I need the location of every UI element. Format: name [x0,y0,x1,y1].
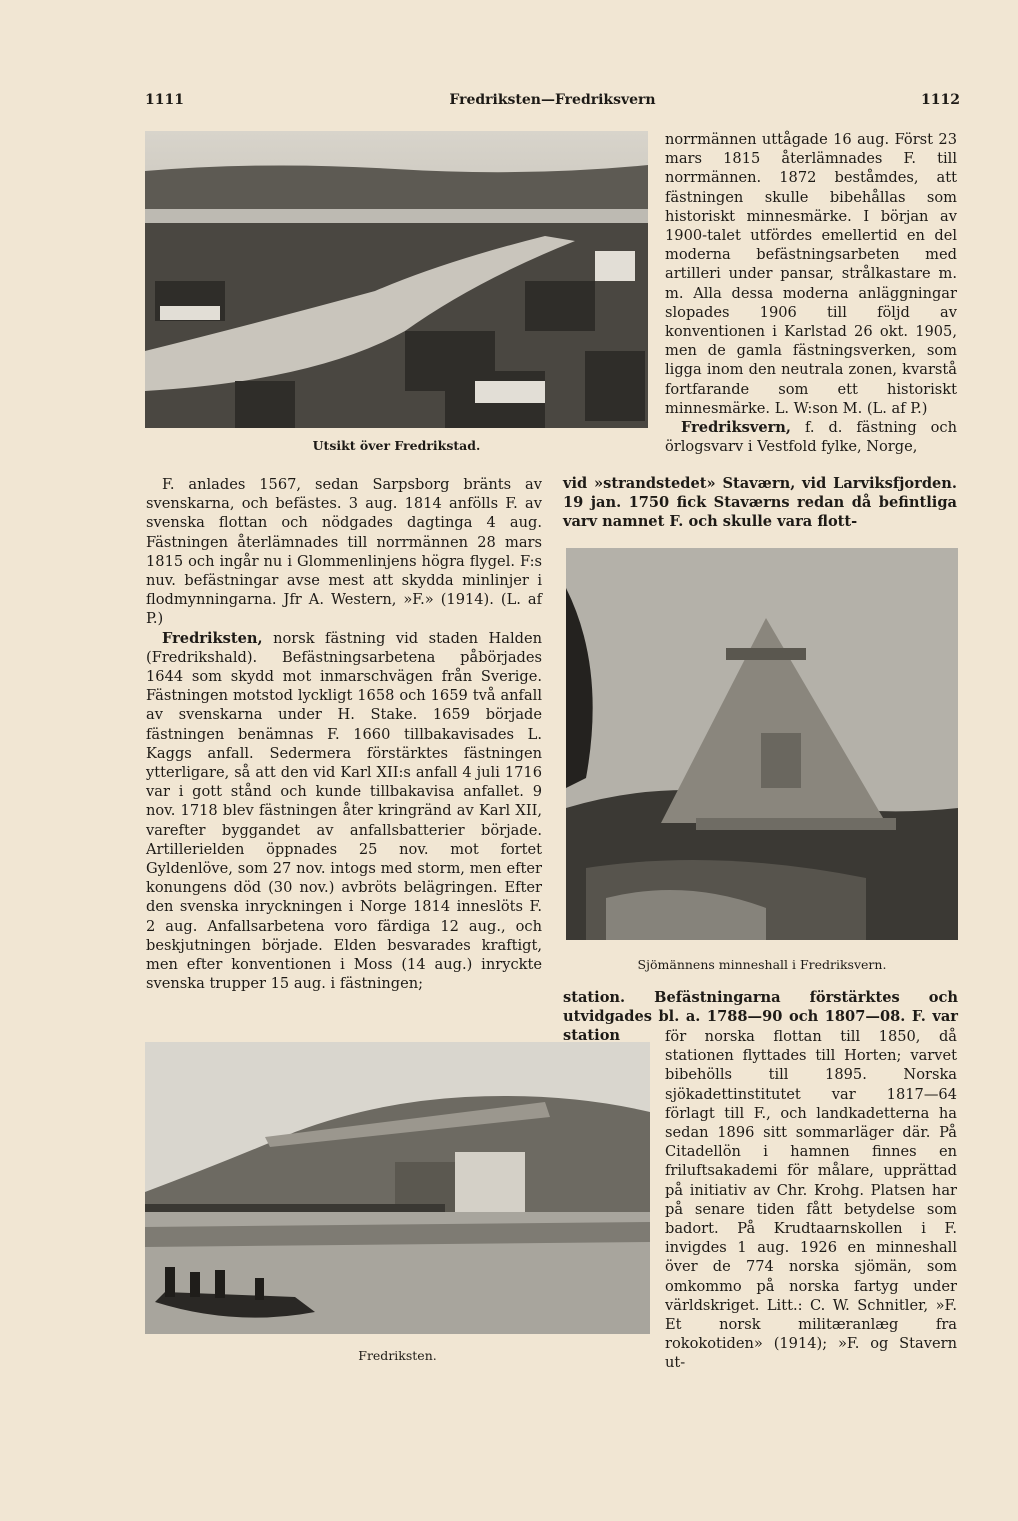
minneshall-caption: Sjömännens minneshall i Fredriksvern. [637,957,887,972]
fredriksten-headword: Fredriksten, [162,629,263,647]
running-title: Fredriksten—Fredriksvern [449,92,656,108]
left-column-top [146,475,542,993]
minneshall-photo [566,548,958,940]
right-column-top [665,130,957,456]
page-number-left: 1111 [145,92,184,108]
fredriksten-photo [145,1042,650,1334]
running-header [145,92,960,114]
fredriksten-caption: Fredriksten. [358,1348,437,1363]
fredrikstad-paragraph: F. anlades 1567, sedan Sarpsborg bränts av svenskarna, och befästes. 3 aug. 1814 anfölls F. av svenska flottan och nödgades dagtinga 4 aug. Fästningen återlämnades till norrmännen 28 mars 1815 och ingår nu i Glommenlinjens högra flygel. F:s nuv. befästningar avse mest att skydda minlinjer i flodmynningarna. Jfr A. Western, »F.» (1914). (L. af P.) [146,476,542,628]
fredriksvern-entry-start [665,418,957,456]
fredriksten-body: norsk fästning vid staden Halden (Fredrikshald). Befästningsarbetena påbörjades 1644 som skydd mot inmarschvägen från Sverige. Fästningen motstod lyckligt 1658 och 1659 två anfall av svenskarna under H. Stake. 1659 började fästningen benämnas F. 1660 tillbakavisades L. Kaggs anfall. Sedermera förstärktes fästningen ytterligare, så att den vid Karl XII:s anfall 4 juli 1716 var i gott stånd och kunde tillbakavisa anfallet. 9 nov. 1718 blev fästningen åter kringränd av Karl XII, varefter byggandet av anfallsbatterier började. Artillerielden öppnades 25 nov. mot fortet Gyldenlöve, som 27 nov. intogs med storm, men efter konungens död (30 nov.) avbröts belägringen. Efter den svenska inryckningen i Norge 1814 inneslöts F. 2 aug. Anfallsarbetena voro färdiga 12 aug., och beskjutningen började. Elden besvarades kraftigt, men efter konventionen i Moss (14 aug.) inryckte svenska trupper 15 aug. i fästningen; [146,629,542,993]
fredriksvern-body-a: f. d. fästning och örlogsvarv i Vestfold fylke, Norge, [665,419,957,456]
right-column-bottom [665,1027,957,1373]
page-number-right: 1112 [921,92,960,108]
fredriksvern-wide-text [563,474,957,532]
fredrikstad-caption: Utsikt över Fredrikstad. [312,438,481,453]
fredriksten-continuation: norrmännen uttågade 16 aug. Först 23 mars 1815 återlämnades F. till norrmännen. 1872 beståmdes, att fästningen skulle bibehållas som historiskt minnesmärke. I början av 1900-talet utfördes emellertid en del moderna befästningsarbeten med artilleri under pansar, strålkastare m. m. Alla dessa moderna anläggningar slopades 1906 till följd av konventionen i Karlstad 26 okt. 1905, men de gamla fästningsverken, som ligga inom den neutrala zonen, kvarstå fortfarande som ett historiskt minnesmärke. L. W:son M. (L. af P.) [665,131,957,417]
fredrikstad-photo [145,131,648,428]
fredriksvern-continuation: för norska flottan till 1850, då stationen flyttades till Horten; varvet bibehölls till 1895. Norska sjökadettinstitutet var 1817—64 förlagt till F., och landkadetterna ha sedan 1896 sitt sommarläger där. På Citadellön i hamnen finnes en friluftsakademi för målare, upprättad på initiativ av Chr. Krohg. Platsen har på senare tiden fått betydelse som badort. På Krudtaarnskollen i F. invigdes 1 aug. 1926 en minneshall över de 774 norska sjömän, som omkommo på norska fartyg under världskriget. Litt.: C. W. Schnitler, »F. Et norsk militæranlæg fra rokokotiden» (1914); »F. og Stavern ut- [665,1028,957,1372]
fredriksvern-station-line: station. Befästningarna förstärktes och utvidgades bl. a. 1788—90 och 1807—08. F. var station [563,989,958,1045]
fredriksten-entry [146,629,542,994]
fredriksvern-body-b: vid »strandstedet» Staværn, vid Larviksfjorden. 19 jan. 1750 fick Staværns redan då befintliga varv namnet F. och skulle vara flott- [563,475,957,531]
fredriksvern-headword: Fredriksvern, [681,419,791,437]
